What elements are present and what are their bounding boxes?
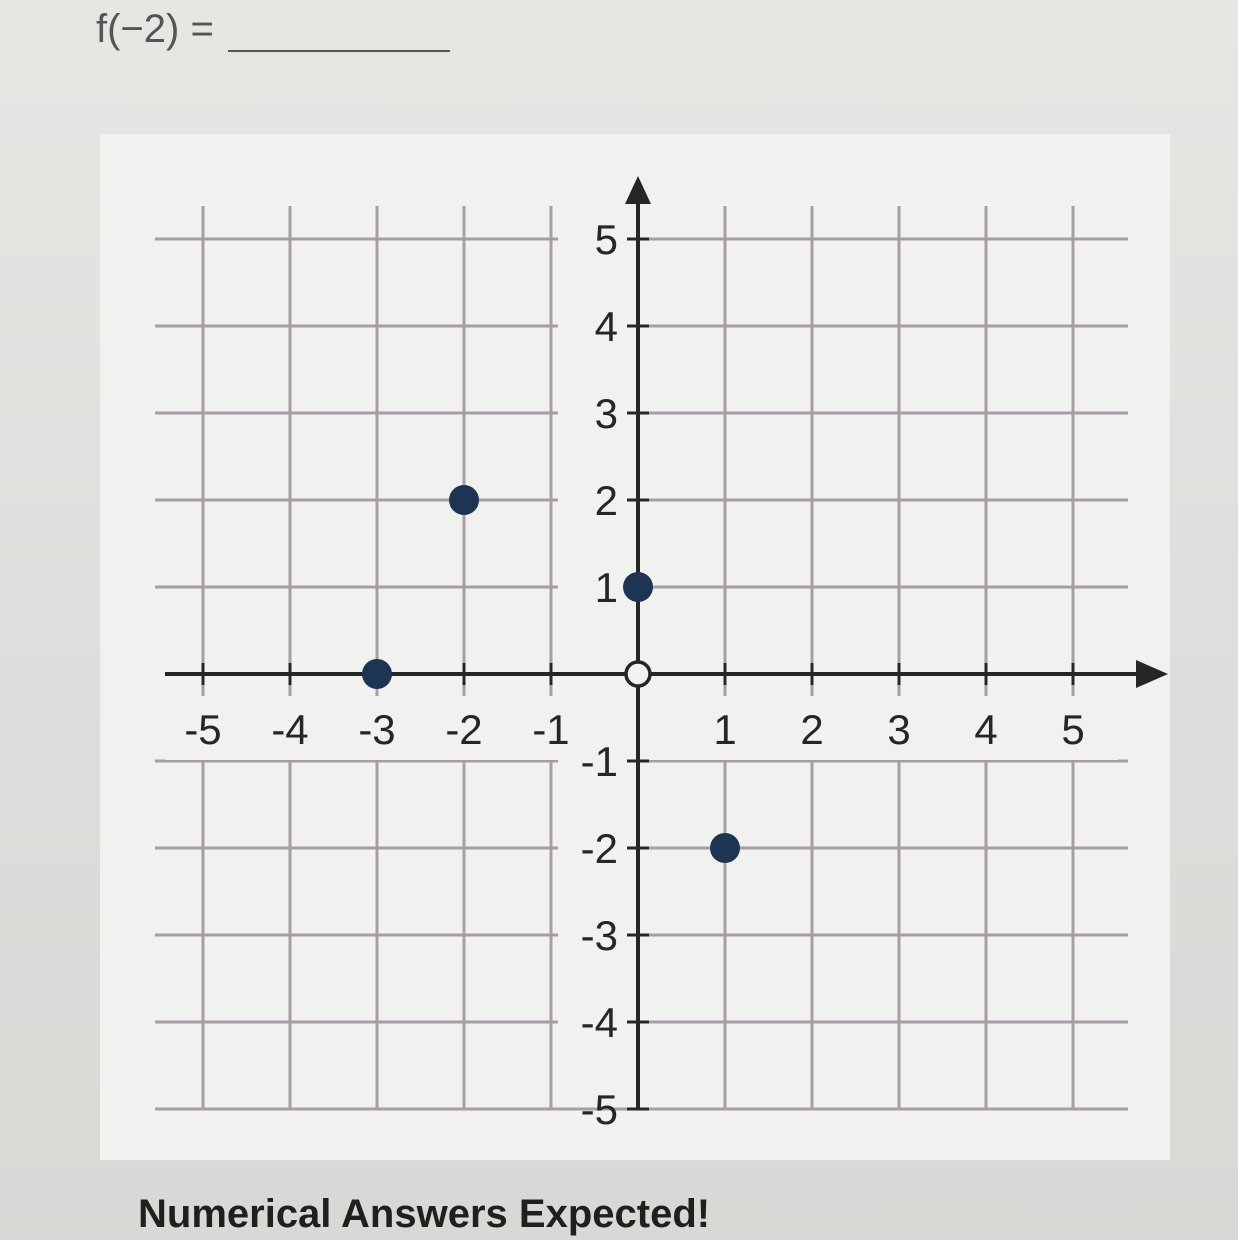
x-tick-label: -4 (271, 706, 309, 753)
footer-note: Numerical Answers Expected! (138, 1192, 711, 1236)
y-tick-label: 1 (594, 564, 618, 611)
x-tick-label: 3 (887, 706, 911, 753)
open-point (626, 662, 650, 686)
y-axis-arrow-icon (625, 176, 651, 204)
x-tick-label: -2 (445, 706, 483, 753)
x-axis-arrow-icon (1136, 660, 1168, 688)
x-tick-label: -3 (358, 706, 396, 753)
x-tick-label: 2 (800, 706, 824, 753)
y-tick-label: 3 (594, 390, 618, 437)
question-prompt: f(−2) = (96, 7, 214, 51)
graph-panel (100, 134, 1170, 1160)
y-tick-label: -5 (580, 1086, 618, 1133)
y-label-backing (558, 226, 630, 1089)
x-tick-label: -5 (184, 706, 222, 753)
data-point (449, 485, 479, 515)
data-point (362, 659, 392, 689)
coordinate-graph (100, 134, 1170, 1160)
y-tick-label: -3 (580, 912, 618, 959)
y-tick-label: 5 (594, 216, 618, 263)
y-tick-label: -2 (580, 825, 618, 872)
x-tick-label: 1 (713, 706, 737, 753)
data-point (623, 572, 653, 602)
x-tick-label: 5 (1061, 706, 1085, 753)
x-tick-label: 4 (974, 706, 998, 753)
x-tick-label: -1 (532, 706, 570, 753)
y-tick-label: -1 (580, 738, 618, 785)
y-tick-label: -4 (580, 999, 618, 1046)
data-point (710, 833, 740, 863)
y-tick-label: 4 (594, 303, 618, 350)
answer-blank-field[interactable] (228, 6, 450, 52)
y-tick-label: 2 (594, 477, 618, 524)
question-row (96, 6, 450, 52)
